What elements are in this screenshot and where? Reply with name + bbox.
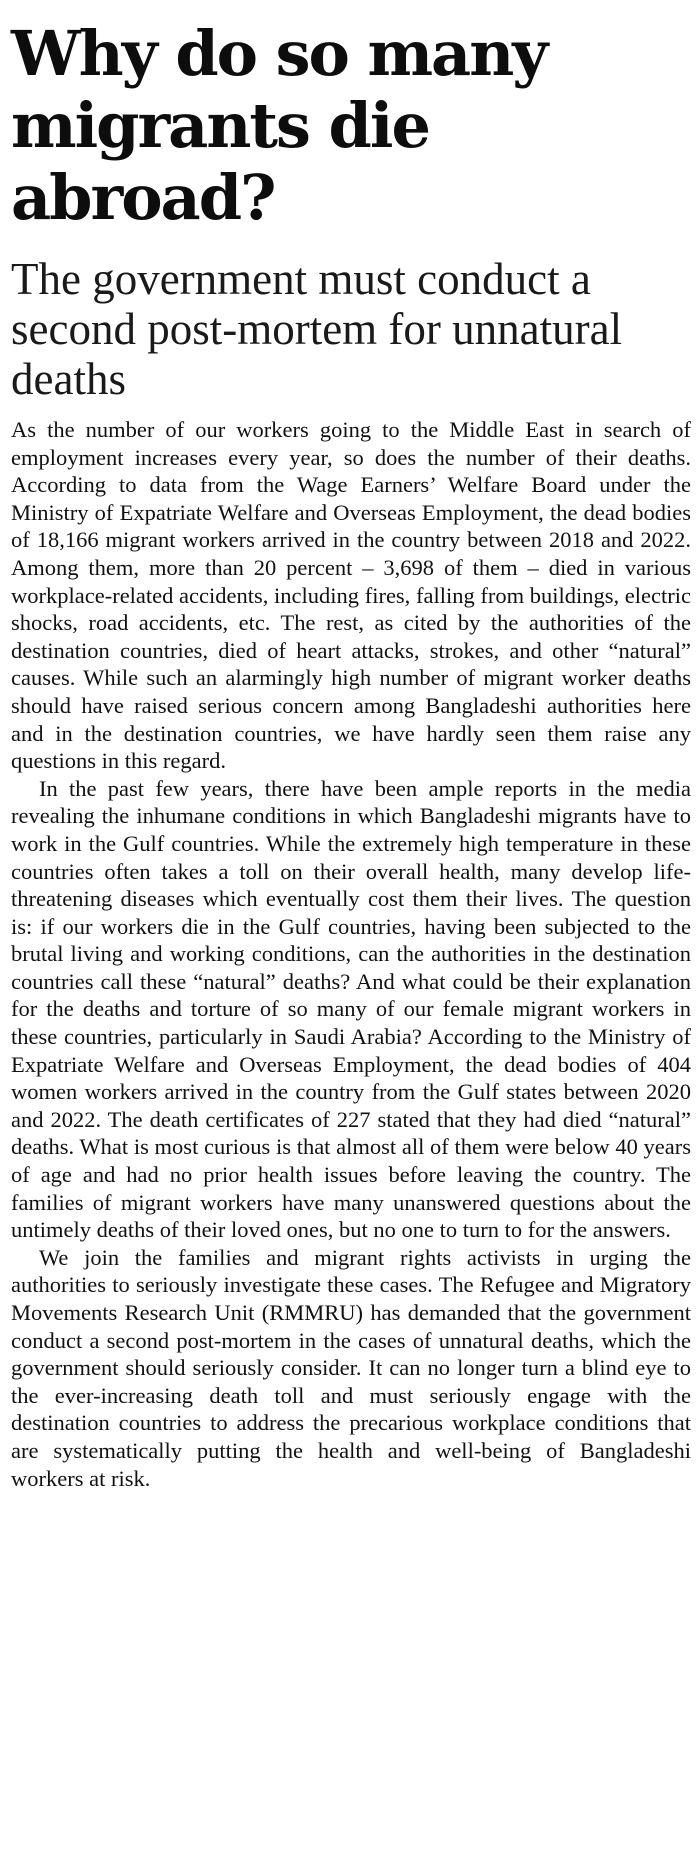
article-body <box>11 416 691 1492</box>
body-paragraph: As the number of our workers going to the Middle East in search of employment increases every year, so does the number of their deaths. According to data from the Wage Earners’ Welfare Board under the Ministry of Expatriate Welfare and Overseas Employment, the dead bodies of 18,166 migrant workers arrived in the country between 2018 and 2022. Among them, more than 20 percent – 3,698 of them – died in various workplace-related accidents, including fires, falling from buildings, electric shocks, road accidents, etc. The rest, as cited by the authorities of the destination countries, died of heart attacks, strokes, and other “natural” causes. While such an alarmingly high number of migrant worker deaths should have raised serious concern among Bangladeshi authorities here and in the destination countries, we have hardly seen them raise any questions in this regard. <box>11 417 691 774</box>
subheadline: The government must conduct a second post-mortem for unnatural deaths <box>11 254 623 404</box>
body-paragraph: In the past few years, there have been ample reports in the media revealing the inhumane conditions in which Bangladeshi migrants have to work in the Gulf countries. While the extremely high temperature in these countries often takes a toll on their overall health, many develop life-threatening diseases which eventually cost them their lives. The question is: if our workers die in the Gulf countries, having been subjected to the brutal living and working conditions, can the authorities in the destination countries call these “natural” deaths? And what could be their explanation for the deaths and torture of so many of our female migrant workers in these countries, particularly in Saudi Arabia? According to the Ministry of Expatriate Welfare and Overseas Employment, the dead bodies of 404 women workers arrived in the country from the Gulf states between 2020 and 2022. The death certificates of 227 stated that they had died “natural” deaths. What is most curious is that almost all of them were below 40 years of age and had no prior health issues before leaving the country. The families of migrant workers have many unanswered questions about the untimely deaths of their loved ones, but no one to turn to for the answers. <box>11 775 691 1243</box>
body-paragraph: We join the families and migrant rights activists in urging the authorities to seriously investigate these cases. The Refugee and Migratory Movements Research Unit (RMMRU) has demanded that the government conduct a second post-mortem in the cases of unnatural deaths, which the government should seriously consider. It can no longer turn a blind eye to the ever-increasing death toll and must seriously engage with the destination countries to address the precarious workplace conditions that are systematically putting the health and well-being of Bangladeshi workers at risk. <box>11 1244 691 1491</box>
headline: Why do so many migrants die abroad? <box>11 17 547 234</box>
